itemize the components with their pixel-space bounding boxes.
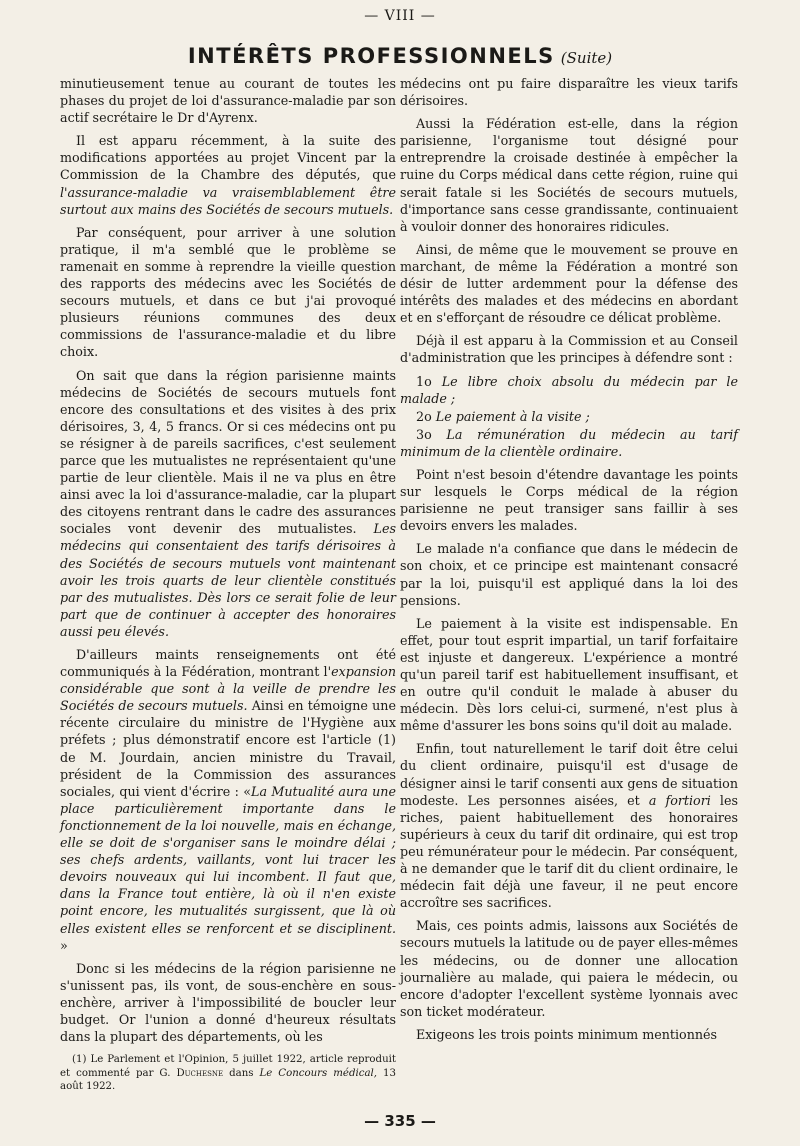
- paragraph: Aussi la Fédération est-elle, dans la région parisienne, l'organisme tout désigné pour entreprendre la croisade destinée à empêcher la ruine du Corps médical dans cette région, ruine qui serait fatale si les Sociétés de secours mutuels, d'importance sans cesse grandissante, continuaient à vouloir donner des honoraires ridicules.: [400, 116, 738, 234]
- roman-page-number: — VIII —: [364, 8, 436, 24]
- paragraph: Déjà il est apparu à la Commission et au Conseil d'administration que les principes à défendre sont :: [400, 333, 738, 366]
- section-title-text: INTÉRÊTS PROFESSIONNELS: [187, 44, 555, 68]
- paragraph: minutieusement tenue au courant de toutes les phases du projet de loi d'assurance-maladie par son actif secrétaire le Dr d'Ayrenx.: [60, 76, 396, 126]
- paragraph: On sait que dans la région parisienne maints médecins de Sociétés de secours mutuels font encore des consultations et des visites à des prix dérisoires, 3, 4, 5 francs. Or si ces médecins ont pu se résigner à de pareils sacrifices, c'est seulement parce que les mutualistes ne représentaient qu'une partie de leur clientèle. Mais il ne va plus en être ainsi avec la loi d'assurance-maladie, car la plupart des citoyens rentrant dans le cadre des assurances sociales vont devenir des mutualistes. Les médecins qui consentaient des tarifs dérisoires à des Sociétés de secours mutuels vont maintenant avoir les trois quarts de leur clientèle constitués par des mutualistes. Dès lors ce serait folie de leur part que de continuer à accepter des honoraires aussi peu élevés.: [60, 367, 396, 639]
- paragraph: Enfin, tout naturellement le tarif doit être celui du client ordinaire, puisqu'il est d'usage de désigner ainsi le tarif consenti aux gens de situation modeste. Les personnes aisées, et a fortiori les riches, paient habituellement des honoraires supérieurs à ceux du tarif dit ordinaire, qui est trop peu rémunérateur pour le médecin. Par conséquent, à ne demander que le tarif dit du client ordinaire, le médecin fait déjà une faveur, il ne peut encore accroître ses sacrifices.: [400, 741, 738, 911]
- paragraph: médecins ont pu faire disparaître les vieux tarifs dérisoires.: [400, 76, 738, 109]
- principle-item: 2o Le paiement à la visite ;: [416, 408, 590, 424]
- paragraph: Exigeons les trois points minimum mentionnés: [416, 1026, 718, 1042]
- section-title: [0, 44, 800, 70]
- paragraph: Ainsi, de même que le mouvement se prouve en marchant, de même la Fédération a montré son désir de lutter ardemment pour la défense des intérêts des malades et des médecins en abordant et en s'efforçant de résoudre ce délicat problème.: [400, 241, 738, 326]
- left-column: [60, 75, 396, 1051]
- principle-item: 3o La rémunération du médecin au tarif minimum de la clientèle ordinaire.: [400, 426, 738, 459]
- paragraph: Donc si les médecins de la région parisienne ne s'unissent pas, ils vont, de sous-enchère en sous-enchère, arriver à l'impossibilité de boucler leur budget. Or l'union a donné d'heureux résultats dans la plupart des départements, où les: [60, 960, 396, 1045]
- paragraph: D'ailleurs maints renseignements ont été communiqués à la Fédération, montrant l'expansion considérable que sont à la veille de prendre les Sociétés de secours mutuels. Ainsi en témoigne une récente circulaire du ministre de l'Hygiène aux préfets ; plus démonstratif encore est l'article (1) de M. Jourdain, ancien ministre du Travail, président de la Commission des assurances sociales, qui vient d'écrire : «La Mutualité aura une place particulièrement importante dans le fonctionnement de la loi nouvelle, mais en échange, elle se doit de s'organiser sans le moindre délai ; ses chefs ardents, vaillants, vont lui tracer les devoirs nouveaux qui lui incombent. Il faut que, dans la France tout entière, là où il n'en existe point encore, les mutualités surgissent, que là où elles existent elles se renforcent et se disciplinent. »: [60, 647, 396, 953]
- paragraph: Par conséquent, pour arriver à une solution pratique, il m'a semblé que le problème se ramenait en somme à reprendre la vieille question des rapports des médecins avec les Sociétés de secours mutuels, et dans ce but j'ai provoqué plusieurs réunions communes des deux commissions de l'assurance-maladie et du libre choix.: [60, 224, 396, 360]
- paragraph: Le malade n'a confiance que dans le médecin de son choix, et ce principe est maintenant consacré par la loi, puisqu'il est appliqué dans la loi des pensions.: [400, 541, 738, 608]
- right-column: [400, 75, 738, 1049]
- footnote: (1) Le Parlement et l'Opinion, 5 juillet 1922, article reproduit et commenté par G. Duchesne dans Le Concours médical, 13 août 1922.: [60, 1054, 396, 1093]
- page-number: — 335 —: [364, 1112, 436, 1130]
- paragraph: Point n'est besoin d'étendre davantage les points sur lesquels le Corps médical de la région parisienne ne peut transiger sans faillir à ses devoirs envers les malades.: [400, 466, 738, 534]
- principle-item: 1o Le libre choix absolu du médecin par le malade ;: [400, 373, 738, 406]
- section-title-suite: (Suite): [560, 49, 613, 67]
- paragraph: Il est apparu récemment, à la suite des modifications apportées au projet Vincent par la Commission de la Chambre des députés, que l'assurance-maladie va vraisemblablement être surtout aux mains des Sociétés de secours mutuels.: [60, 133, 396, 217]
- paragraph: Mais, ces points admis, laissons aux Sociétés de secours mutuels la latitude ou de payer elles-mêmes les médecins, ou de donner une allocation journalière au malade, qui paiera le médecin, ou encore d'adopter l'excellent système lyonnais avec son ticket modérateur.: [400, 918, 738, 1019]
- paragraph: Le paiement à la visite est indispensable. En effet, pour tout esprit impartial, un tarif forfaitaire est injuste et dangereux. L'expérience a montré qu'un pareil tarif est habituellement insuffisant, et en outre qu'il conduit le malade à abuser du médecin. Dès lors celui-ci, surmené, n'est plus à même d'assurer les bons soins qu'il doit au malade.: [400, 615, 738, 734]
